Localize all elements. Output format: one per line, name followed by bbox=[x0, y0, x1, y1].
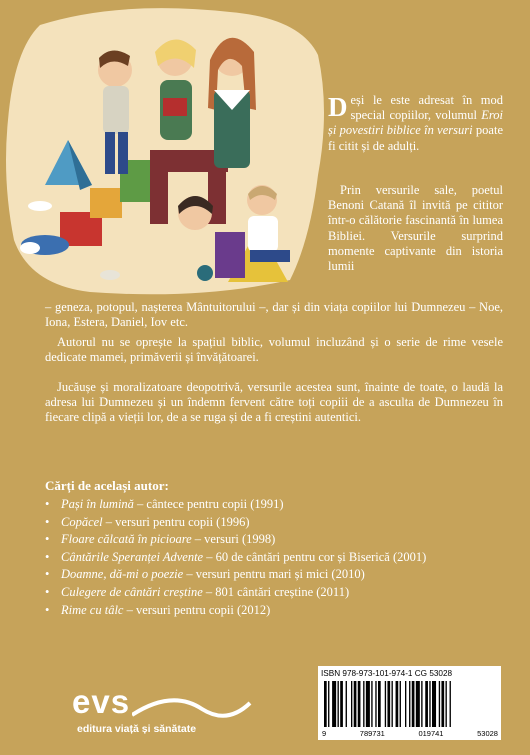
barcode-bar bbox=[425, 681, 428, 727]
paragraph4: Jucăușe și moralizatoare deopotrivă, versurile acestea sunt, înainte de toate, o laudă la adresa lui Dumnezeu și un îndemn fervent către toți copiii de a asculta de Dumnezeu în fiecare clipă a vieții lor, de a se ruga și de a fi creștini autentici. bbox=[45, 380, 503, 425]
barcode-bar bbox=[358, 681, 361, 727]
publisher-logo-mark: evs bbox=[72, 683, 131, 720]
barcode-bar bbox=[441, 681, 444, 727]
barcode-bar bbox=[338, 681, 339, 727]
publisher-name: editura viață și sănătate bbox=[77, 723, 197, 735]
barcode-bar bbox=[450, 681, 451, 727]
barcode-bar bbox=[351, 681, 352, 727]
barcode-bar bbox=[371, 681, 372, 727]
barcode-digits: 9 789731 019741 53028 bbox=[322, 729, 498, 738]
barcode-bar bbox=[346, 681, 347, 727]
work-item: • Culegere de cântări creștine – 801 cântări creștine (2011) bbox=[45, 584, 350, 599]
barcode-bar bbox=[340, 681, 343, 727]
barcode-bars bbox=[324, 681, 496, 727]
work-item: • Pași în lumină – cântece pentru copii (1991) bbox=[45, 497, 284, 511]
barcode-bar bbox=[446, 681, 447, 727]
work-item: • Copăcel – versuri pentru copii (1996) bbox=[45, 514, 250, 529]
barcode-bar bbox=[392, 681, 393, 727]
intro-text-b: poate fi citit și de adulți. bbox=[328, 123, 504, 153]
barcode-bar bbox=[363, 681, 364, 727]
barcode-bar bbox=[405, 681, 406, 727]
teal-ball bbox=[197, 265, 213, 281]
work-item: • Doamne, dă-mi o poezie – versuri pentru mari și mici (2010) bbox=[45, 567, 365, 582]
barcode-bar bbox=[375, 681, 376, 727]
paragraph2-tail: – geneza, potopul, nașterea Mântuitorului –, dar și din viața copiilor lui Dumnezeu – Noe, Iona, Estera, Daniel, Iov etc. bbox=[45, 300, 503, 330]
barcode-bar bbox=[366, 681, 370, 727]
barcode-bar bbox=[439, 681, 440, 727]
drop-cap: D bbox=[328, 92, 348, 122]
barcode-bar bbox=[324, 681, 327, 727]
barcode-bar bbox=[328, 681, 329, 727]
intro-paragraph bbox=[328, 93, 503, 154]
work-item: • Rime cu tâlc – versuri pentru copii (2012) bbox=[45, 602, 271, 617]
work-item: • Cântările Speranței Advente – 60 de cântări pentru cor și Biserică (2001) bbox=[45, 549, 427, 564]
barcode-bar bbox=[429, 681, 430, 727]
barcode-bar bbox=[432, 681, 436, 727]
barcode-bar bbox=[412, 681, 415, 727]
children-playing-illustration bbox=[0, 0, 330, 305]
paragraph3: Autorul nu se oprește la spațiul biblic, volumul incluzând și o serie de rime vesele dedicate mamei, primăverii și învățătoarei. bbox=[45, 335, 503, 365]
publisher-logo bbox=[72, 683, 252, 743]
barcode-bar bbox=[378, 681, 381, 727]
isbn-barcode bbox=[318, 666, 501, 740]
other-works-heading: Cărți de același autor: bbox=[45, 478, 169, 493]
barcode-bar bbox=[409, 681, 410, 727]
barcode-bar bbox=[387, 681, 390, 727]
barcode-bar bbox=[421, 681, 422, 727]
barcode-bar bbox=[332, 681, 336, 727]
other-works-list bbox=[45, 496, 505, 619]
isbn-number: ISBN 978-973-101-974-1 CG 53028 bbox=[321, 669, 453, 678]
book-title-italic: Eroi și povestiri biblice în versuri bbox=[328, 108, 503, 138]
barcode-bar bbox=[400, 681, 401, 727]
barcode-bar bbox=[354, 681, 357, 727]
barcode-bar bbox=[396, 681, 399, 727]
paragraph2-column: Prin versurile sale, poetul Benoni Catană îl invită pe cititor într-o călătorie fascinantă în lumea Bibliei. Versurile surprind momente captivante din istoria lumii bbox=[328, 183, 503, 274]
work-item: • Floare călcată în picioare – versuri (1998) bbox=[45, 532, 276, 547]
barcode-bar bbox=[385, 681, 386, 727]
intro-text-a: eși le este adresat în mod special copiilor, volumul bbox=[350, 93, 503, 123]
barcode-bar bbox=[416, 681, 420, 727]
